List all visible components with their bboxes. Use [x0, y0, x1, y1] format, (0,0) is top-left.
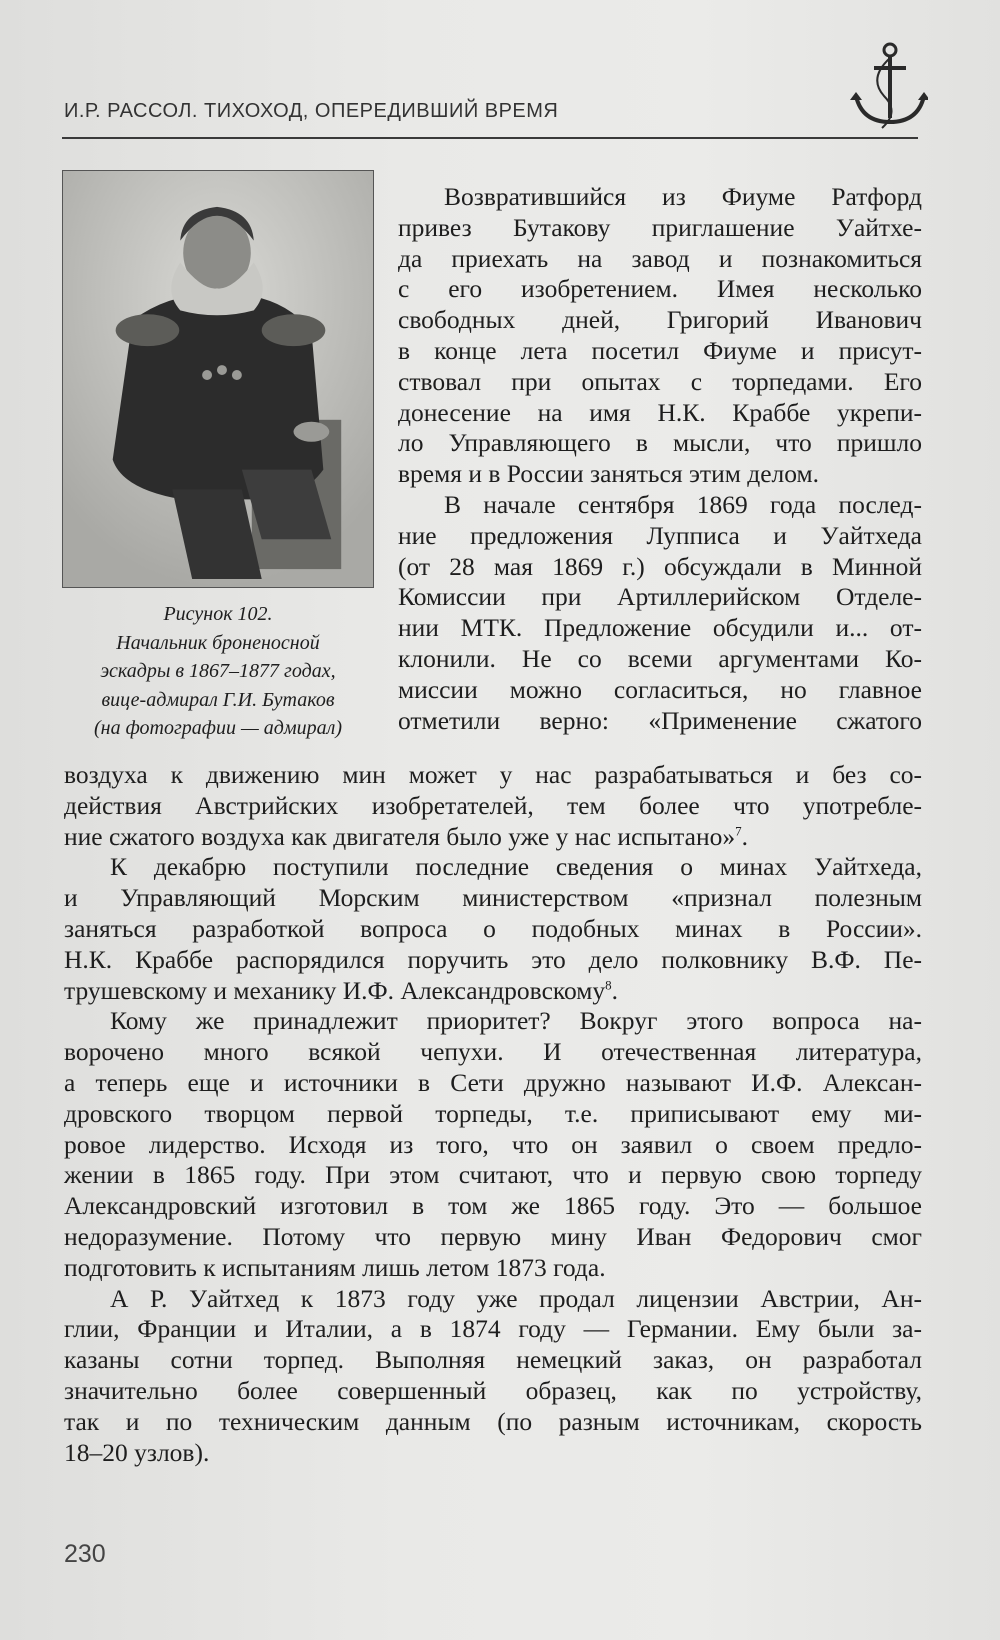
- text-line: привез Бутакову приглашение Уайтхе-: [398, 212, 922, 242]
- figure-caption: [58, 600, 378, 743]
- text-line: донесение на имя Н.К. Краббе укрепи-: [398, 397, 922, 427]
- text-line: нии МТК. Предложение обсудили и... от-: [398, 613, 922, 643]
- text-line: заняться разработкой вопроса о подобных минах в России».: [64, 913, 922, 943]
- portrait-photo: [62, 170, 374, 588]
- caption-line: Рисунок 102.: [163, 603, 273, 625]
- text-fragment: ние сжатого воздуха как двигателя было уже у нас испытано»: [64, 821, 736, 851]
- page-number: 230: [64, 1540, 106, 1568]
- text-line: ствовал при опытах с торпедами. Его: [398, 366, 922, 396]
- text-line: ло Управляющего в мысли, что пришло: [398, 428, 922, 458]
- body-text-column: [398, 182, 922, 736]
- text-line: значительно более совершенный образец, как по устройству,: [64, 1375, 922, 1405]
- text-line: время и в России заняться этим делом.: [398, 459, 820, 489]
- text-line: казаны сотни торпед. Выполняя немецкий заказ, он разработал: [64, 1345, 922, 1375]
- footnote-ref: 7: [735, 823, 742, 839]
- text-line: Возвратившийся из Фиуме Ратфорд: [444, 182, 922, 211]
- text-line: а теперь еще и источники в Сети дружно называют И.Ф. Алексан-: [64, 1067, 922, 1097]
- text-line: ровое лидерство. Исходя из того, что он заявил о своем предло-: [64, 1129, 922, 1159]
- text-line: действия Австрийских изобретателей, тем более что употребле-: [64, 790, 922, 820]
- text-line-with-footnote: ние сжатого воздуха как двигателя было уже у нас испытано»$^7$.: [64, 821, 748, 851]
- text-line: недоразумение. Потому что первую мину Иван Федорович смог: [64, 1221, 922, 1251]
- header-rule: [62, 137, 918, 139]
- caption-line: эскадры в 1867–1877 годах,: [100, 660, 336, 682]
- text-line: ние предложения Лупписа и Уайтхеда: [398, 520, 922, 550]
- text-line: Комиссии при Артиллерийском Отделе-: [398, 582, 922, 612]
- text-fragment: трушевскому и механику И.Ф. Александровскому: [64, 975, 606, 1005]
- caption-line: (на фотографии — адмирал): [93, 717, 342, 739]
- text-line: с его изобретением. Имея несколько: [398, 274, 922, 304]
- text-line: дровского творцом первой торпеды, т.е. приписывают ему ми-: [64, 1098, 922, 1128]
- text-line: (от 28 мая 1869 г.) обсуждали в Минной: [398, 551, 922, 581]
- text-line: А Р. Уайтхед к 1873 году уже продал лицензии Австрии, Ан-: [110, 1283, 922, 1313]
- text-line: клонили. Не со всеми аргументами Ко-: [398, 643, 922, 673]
- text-line: так и по техническим данным (по разным источникам, скорость: [64, 1406, 922, 1436]
- body-text-full: [64, 760, 922, 1468]
- text-line: отметили верно: «Применение сжатого: [398, 705, 922, 735]
- text-line: Александровский изготовил в том же 1865 году. Это — большое: [64, 1191, 922, 1221]
- text-line: в конце лета посетил Фиуме и присут-: [398, 335, 922, 365]
- caption-line: Начальник броненосной: [116, 631, 320, 654]
- anchor-icon: [838, 38, 928, 134]
- text-line: ворочено много всякой чепухи. И отечественная литература,: [64, 1037, 922, 1067]
- text-line: миссии можно согласиться, но главное: [398, 674, 922, 704]
- text-line: К декабрю поступили последние сведения о минах Уайтхеда,: [110, 852, 922, 882]
- text-line: воздуха к движению мин может у нас разрабатываться и без со-: [64, 760, 922, 789]
- text-line: подготовить к испытаниям лишь летом 1873 года.: [64, 1252, 606, 1282]
- text-line: Н.К. Краббе распорядился поручить это дело полковнику В.Ф. Пе-: [64, 944, 922, 974]
- text-line: 18–20 узлов).: [64, 1437, 210, 1467]
- footnote-ref: 8: [605, 977, 612, 993]
- text-line: глии, Франции и Италии, а в 1874 году — Германии. Ему были за-: [64, 1314, 922, 1344]
- text-line: жении в 1865 году. При этом считают, что и первую свою торпеду: [64, 1160, 922, 1190]
- text-line: свободных дней, Григорий Иванович: [398, 305, 922, 335]
- caption-line: вице-адмирал Г.И. Бутаков: [101, 688, 335, 711]
- running-head: И.Р. РАССОЛ. ТИХОХОД, ОПЕРЕДИВШИЙ ВРЕМЯ: [64, 100, 559, 122]
- text-line-with-footnote: трушевскому и механику И.Ф. Александровскому$^8$.: [64, 975, 619, 1005]
- text-line: В начале сентября 1869 года послед-: [444, 489, 922, 519]
- text-line: да приехать на завод и познакомиться: [398, 243, 922, 273]
- text-line: и Управляющий Морским министерством «признал полезным: [64, 883, 922, 913]
- text-line: Кому же принадлежит приоритет? Вокруг этого вопроса на-: [110, 1006, 922, 1036]
